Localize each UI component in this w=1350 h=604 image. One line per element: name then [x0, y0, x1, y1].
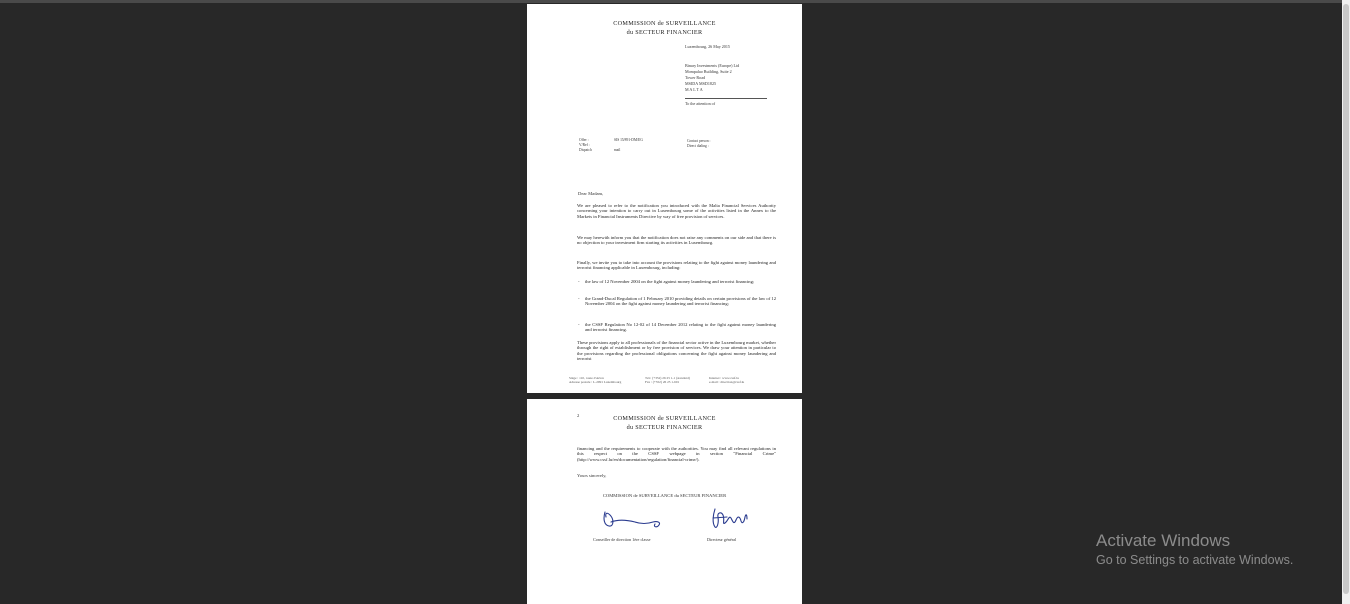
signer-right-title: Directeur général: [707, 537, 737, 542]
ref-value: mail: [614, 148, 621, 152]
address-line: Tower Road: [685, 75, 706, 80]
footer-text: e-mail : direction@cssf.lu: [709, 380, 745, 384]
contact-label: Contact person :: [687, 139, 711, 143]
page-number: 2: [577, 413, 580, 418]
address-line: M A L T A: [685, 87, 703, 92]
body-paragraph-2: We may herewith inform you that the notification does not raise any comments on our side and that there is no objection to your investment firm starting its activities in Luxembourg.: [577, 235, 776, 246]
body-paragraph-1: We are pleased to refer to the notification you introduced with the Malta Financial Services Authority concerning your intention to carry out in Luxembourg some of the activities listed in the Annex to the Markets in Financial Instruments Directive by way of free provision of services.: [577, 203, 776, 219]
signature-right: [707, 505, 751, 538]
letterhead-line-1: COMMISSION de SURVEILLANCE: [613, 415, 716, 422]
signature-left: [601, 507, 665, 536]
ref-label: Dispatch: [579, 148, 592, 152]
body-paragraph-3: Finally, we invite you to take into account the provisions relating to the fight against money laundering and terrorist financing applicable in Luxembourg, including:: [577, 260, 776, 271]
bullet-text: the law of 12 November 2004 on the fight against money laundering and terrorist financing;: [585, 279, 755, 284]
vertical-scrollbar[interactable]: [1342, 0, 1350, 604]
document-page-1: [527, 4, 802, 393]
address-divider: [685, 98, 767, 99]
salutation: Dear Madam,: [578, 191, 604, 196]
scrollbar-thumb[interactable]: [1343, 4, 1349, 594]
address-line: Binary Investments (Europe) Ltd: [685, 63, 740, 68]
ref-label: Offer :: [579, 138, 589, 142]
closing-line: Yours sincerely,: [577, 473, 607, 478]
document-page-2: [527, 399, 802, 604]
activation-watermark: [1096, 531, 1293, 568]
bullet-text: the Grand-Ducal Regulation of 1 February 2010 providing details on certain provisions of the law of 12 November 2004 on the fight against money laundering and terrorist financing;: [585, 296, 776, 307]
ref-value: SIS 15/891-DM/EG: [614, 138, 643, 142]
footer-text: Adresse postale : L-2991 Luxembourg: [569, 380, 622, 384]
letterhead-line-2: du SECTEUR FINANCIER: [626, 29, 703, 36]
contact-label: Direct dialing :: [687, 144, 709, 148]
watermark-subtitle: Go to Settings to activate Windows.: [1096, 553, 1294, 567]
bullet-item: - the CSSF Regulation No 12-02 of 14 December 2012 relating to the fight against money laundering and terrorist financing.: [578, 322, 776, 333]
viewer-top-bar: [0, 0, 1350, 3]
bullet-item: - the law of 12 November 2004 on the fight against money laundering and terrorist financing;: [578, 279, 755, 284]
body-paragraph-4: These provisions apply to all professionals of the financial sector active in the Luxembourg market, whether through the right of establishment or by free provision of services. We draw your attention in particular to the provisions regarding the professional obligations concerning the fight against money laundering and terrorist: [577, 340, 776, 362]
body-paragraph-5: financing and the requirements to cooperate with the authorities. You may find all relevant regulations in this respect on the CSSF webpage in section "Financial Crime" (http://www.cssf.lu/en/documentation/regulation/financial-crime/).: [577, 446, 776, 462]
letterhead-line-1: COMMISSION de SURVEILLANCE: [613, 20, 716, 27]
letter-date: Luxembourg, 26 May 2015: [685, 44, 730, 49]
footer-text: Siège : 110, route d'Arlon: [569, 376, 604, 380]
footer-text: Tél.: (+352) 26 25 1-1 (standard): [645, 376, 690, 380]
address-line: Mompalao Building, Suite 2: [685, 69, 732, 74]
signatory-organisation: COMMISSION de SURVEILLANCE du SECTEUR FINANCIER: [602, 493, 727, 498]
letterhead-line-2: du SECTEUR FINANCIER: [626, 424, 703, 431]
bullet-item: - the Grand-Ducal Regulation of 1 February 2010 providing details on certain provisions of the law of 12 November 2004 on the fight against money laundering and terrorist financing;: [578, 296, 776, 307]
attention-line: To the attention of: [685, 101, 716, 106]
bullet-text: the CSSF Regulation No 12-02 of 14 December 2012 relating to the fight against money laundering and terrorist financing.: [585, 322, 776, 333]
address-line: MSIDA MSD1825: [685, 81, 717, 86]
ref-label: V/Ref :: [579, 143, 590, 147]
footer-text: Internet : www.cssf.lu: [709, 376, 739, 380]
footer-text: Fax : (+352) 26 25 1-601: [645, 380, 680, 384]
signer-left-title: Conseiller de direction 1ère classe: [593, 537, 651, 542]
watermark-title: Activate Windows: [1096, 531, 1231, 550]
